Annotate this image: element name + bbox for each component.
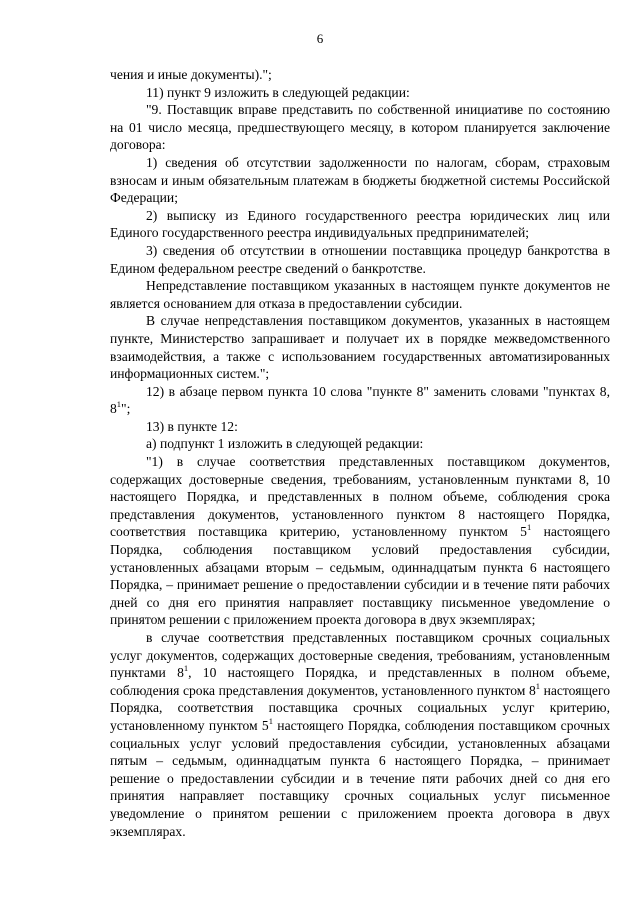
paragraph-text: 1) сведения об отсутствии задолженности по налогам, сборам, страховым взносам и иным обязательным платежам в бюджеты бюджетной системы Российской Федерации; <box>110 154 614 206</box>
paragraph <box>110 242 614 277</box>
paragraph <box>110 383 614 418</box>
paragraph <box>110 435 610 453</box>
document-body <box>110 66 614 840</box>
paragraph <box>110 154 614 207</box>
paragraph-text: 2) выписку из Единого государственного реестра юридических лиц или Единого государственного реестра индивидуальных предпринимателей; <box>110 207 614 241</box>
paragraph <box>110 418 610 436</box>
paragraph <box>110 66 610 84</box>
paragraph <box>110 453 614 629</box>
paragraph-text: настоящего Порядка, соответствия поставщика срочных социальных услуг критерию, установленному пунктом 5 <box>110 682 614 733</box>
paragraph-text: настоящего Порядка, соблюдения поставщиком условий предоставления субсидии, установленных абзацами вторым – седьмым, одиннадцатым пункта 6 настоящего Порядка, – принимает решение о предоставлении субсидии и в течение пяти рабочих дней со дня его принятия направляет поставщику письменное уведомление о принятом решении с приложением проекта договора в двух экземплярах; <box>110 524 614 628</box>
paragraph <box>110 101 614 154</box>
superscript: 1 <box>526 522 532 533</box>
paragraph <box>110 629 614 840</box>
paragraph-text: 13) в пункте 12: <box>146 418 238 434</box>
paragraph-text: , 10 настоящего Порядка, и представленных в полном объеме, соблюдения срока представления документов, установленного пунктом 8 <box>110 665 614 698</box>
superscript: 1 <box>268 715 273 726</box>
paragraph-text: 11) пункт 9 изложить в следующей редакции: <box>146 84 410 100</box>
paragraph-text: В случае непредставления поставщиком документов, указанных в настоящем пункте, Министерство запрашивает и получает их в порядке межведомственного взаимодействия, а также с использованием государственных автоматизированных информационных систем."; <box>110 313 614 382</box>
superscript: 1 <box>183 663 189 674</box>
paragraph <box>110 312 614 382</box>
paragraph-text: 12) в абзаце первом пункта 10 слова "пункте 8" заменить словами "пунктах 8, 8 <box>110 383 614 417</box>
paragraph-text: "1) в случае соответствия представленных поставщиком документов, содержащих достоверные сведения, требованиям, установленным пунктами 8, 10 настоящего Порядка, и представленных в полном объеме, соблюдения срока представления документов, установленного пунктом 8 настоящего Порядка, соответствия поставщика критерию, установленному пунктом 5 <box>110 454 614 540</box>
paragraph-text: "; <box>121 401 131 417</box>
paragraph-text: Непредставление поставщиком указанных в настоящем пункте документов не является основанием для отказа в предоставлении субсидии. <box>110 278 614 311</box>
paragraph-text: настоящего Порядка, соблюдения поставщиком срочных социальных услуг условий предоставления субсидии, установленных абзацами пятым – седьмым, одиннадцатым пункта 6 настоящего Порядка, – принимает решение о предоставлении субсидии и в течение пяти рабочих дней со дня его принятия направляет поставщику срочных социальных услуг письменное уведомление о принятом решении с приложением проекта договора в двух экземплярах. <box>110 717 614 839</box>
paragraph <box>110 277 614 312</box>
paragraph-text: "9. Поставщик вправе представить по собственной инициативе по состоянию на 01 число месяца, предшествующего месяцу, в котором планируется заключение договора: <box>110 102 614 153</box>
paragraph-text: 3) сведения об отсутствии в отношении поставщика процедур банкротства в Едином федеральном реестре сведений о банкротстве. <box>110 242 614 276</box>
paragraph <box>110 207 614 242</box>
paragraph <box>110 84 610 102</box>
paragraph-text: в случае соответствия представленных поставщиком срочных социальных услуг документов, содержащих достоверные сведения, требованиям, установленным пунктами 8 <box>110 630 614 681</box>
page-number: 6 <box>316 31 324 46</box>
paragraph-text: а) подпункт 1 изложить в следующей редакции: <box>146 436 424 452</box>
paragraph-text: чения и иные документы)."; <box>110 67 272 82</box>
superscript: 1 <box>116 399 122 410</box>
superscript: 1 <box>535 680 540 691</box>
